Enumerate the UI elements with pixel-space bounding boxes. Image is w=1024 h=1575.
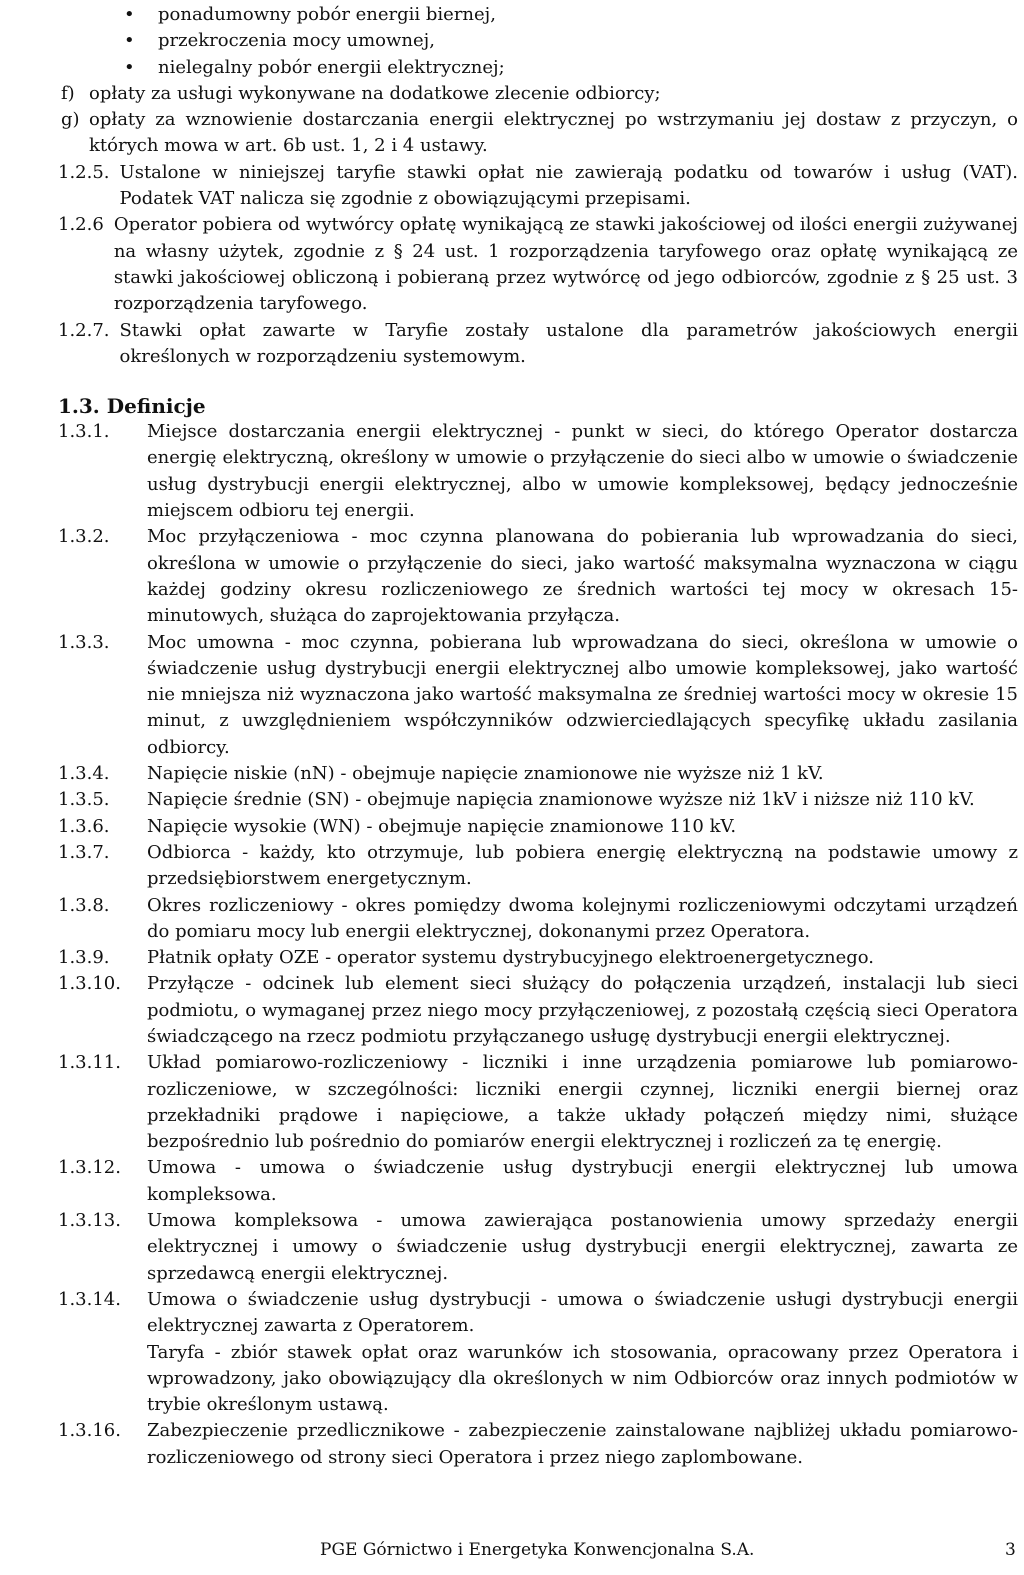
definition-item bbox=[58, 1208, 1018, 1287]
paragraph-text: Ustalone w niniejszej taryfie stawki opłat nie zawierają podatku od towarów i usług (VAT). Podatek VAT nalicza się zgodnie z obowiązującymi przepisami. bbox=[119, 161, 1018, 210]
lettered-list bbox=[58, 81, 1018, 160]
definition-item bbox=[58, 419, 1018, 524]
definition-text: Odbiorca - każdy, kto otrzymuje, lub pobiera energię elektryczną na podstawie umowy z przedsiębiorstwem energetycznym. bbox=[147, 841, 1018, 890]
definition-text: Umowa o świadczenie usług dystrybucji - umowa o świadczenie usługi dystrybucji energii elektrycznej zawarta z Operatorem. bbox=[147, 1288, 1018, 1337]
definition-number: 1.3.5. bbox=[58, 789, 110, 811]
definition-number: 1.3.4. bbox=[58, 763, 110, 785]
definition-number: 1.3.13. bbox=[58, 1210, 121, 1232]
definition-number: 1.3.12. bbox=[58, 1157, 121, 1179]
definition-text: Moc umowna - moc czynna, pobierana lub wprowadzana do sieci, określona w umowie o świadczenie usług dystrybucji energii elektrycznej albo umowie kompleksowej, jako wartość nie mniejsza niż wyznaczona jako wartość maksymalna ze średniej wartości mocy w okresie 15 minut, z uwzględnieniem współczynników odzwierciedlających specyfikę układu zasilania odbiorcy. bbox=[147, 631, 1018, 758]
bullet-list bbox=[58, 0, 1018, 81]
definition-text: Układ pomiarowo-rozliczeniowy - liczniki i inne urządzenia pomiarowe lub pomiarowo-rozliczeniowe, w szczególności: liczniki energii czynnej, liczniki energii biernej oraz przekładniki prądowe i napięciowe, a także układy połączeń między nimi, służące bezpośrednio lub pośrednio do pomiarów energii elektrycznej i rozliczeń za tę energię. bbox=[147, 1052, 1018, 1153]
bullet-text: przekroczenia mocy umownej, bbox=[158, 30, 435, 52]
definition-item bbox=[58, 840, 1018, 893]
list-item bbox=[58, 2, 1018, 28]
definition-item bbox=[58, 1050, 1018, 1155]
definition-text: Zabezpieczenie przedlicznikowe - zabezpieczenie zainstalowane najbliżej układu pomiarowo-rozliczeniowego od strony sieci Operatora i przez niego zaplombowane. bbox=[147, 1420, 1018, 1468]
definition-text: Taryfa - zbiór stawek opłat oraz warunków ich stosowania, opracowany przez Operatora i wprowadzony, jako obowiązujący dla określonych w nim Odbiorców oraz innych podmiotów w trybie określonym ustawą. bbox=[147, 1341, 1018, 1416]
definition-number: 1.3.3. bbox=[58, 631, 110, 653]
definition-number: 1.3.10. bbox=[58, 973, 121, 995]
definition-item bbox=[58, 630, 1018, 761]
paragraph-number: 1.2.7. bbox=[58, 319, 110, 341]
definition-text: Moc przyłączeniowa - moc czynna planowana do pobierania lub wprowadzania do sieci, określona w umowie o przyłączenie do sieci, jako wartość maksymalna wyznaczona w ciągu każdej godziny okresu rozliczeniowego ze średnich wartości tej mocy w okresach 15-minutowych, służąca do zaprojektowania przyłącza. bbox=[147, 526, 1018, 627]
definition-item bbox=[58, 945, 1018, 971]
numbered-paragraph bbox=[58, 212, 1018, 317]
definition-number: 1.3.9. bbox=[58, 947, 110, 969]
definition-number: 1.3.6. bbox=[58, 815, 110, 837]
list-item bbox=[58, 81, 1018, 107]
definition-number: 1.3.8. bbox=[58, 894, 110, 916]
item-letter: f) bbox=[61, 82, 75, 104]
definition-text: Napięcie średnie (SN) - obejmuje napięcia znamionowe wyższe niż 1kV i niższe niż 110 kV. bbox=[147, 789, 975, 811]
definitions-list bbox=[58, 419, 1018, 1471]
definition-item bbox=[58, 1287, 1018, 1340]
numbered-paragraph bbox=[58, 318, 1018, 371]
definition-item bbox=[58, 814, 1018, 840]
definition-item bbox=[58, 761, 1018, 787]
definition-text: Przyłącze - odcinek lub element sieci służący do połączenia urządzeń, instalacji lub sieci podmiotu, o wymaganej przez niego mocy przyłączeniowej, z pozostałą częścią sieci Operatora świadczącego na rzecz podmiotu przyłączanego usługę dystrybucji energii elektrycznej. bbox=[147, 973, 1018, 1047]
definition-item bbox=[58, 524, 1018, 629]
paragraph-text: Stawki opłat zawarte w Taryfie zostały ustalone dla parametrów jakościowych energii określonych w rozporządzeniu systemowym. bbox=[119, 319, 1018, 367]
footer-company: PGE Górnictwo i Energetyka Konwencjonalna S.A. bbox=[320, 1540, 755, 1560]
page-content bbox=[58, 0, 1018, 1471]
definition-item bbox=[58, 893, 1018, 946]
paragraph-number: 1.2.5. bbox=[58, 161, 110, 183]
definition-text: Napięcie wysokie (WN) - obejmuje napięcie znamionowe 110 kV. bbox=[147, 815, 737, 837]
definition-text: Napięcie niskie (nN) - obejmuje napięcie znamionowe nie wyższe niż 1 kV. bbox=[147, 763, 824, 785]
paragraph-number: 1.2.6 bbox=[58, 214, 104, 236]
definition-text: Umowa kompleksowa - umowa zawierająca postanowienia umowy sprzedaży energii elektrycznej i umowy o świadczenie usług dystrybucji energii elektrycznej, zawarta ze sprzedawcą energii elektrycznej. bbox=[147, 1210, 1018, 1284]
item-letter: g) bbox=[61, 109, 80, 131]
item-text: opłaty za wznowienie dostarczania energii elektrycznej po wstrzymaniu jej dostaw z przyczyn, o których mowa w art. 6b ust. 1, 2 i 4 ustawy. bbox=[89, 109, 1018, 157]
section-heading: 1.3. Definicje bbox=[58, 394, 206, 419]
definition-number: 1.3.11. bbox=[58, 1052, 121, 1074]
definition-number: 1.3.14. bbox=[58, 1288, 121, 1310]
definition-text: Miejsce dostarczania energii elektrycznej - punkt w sieci, do którego Operator dostarcza energię elektryczną, określony w umowie o przyłączenie do sieci albo w umowie o świadczenie usług dystrybucji energii elektrycznej, albo w umowie kompleksowej, będący jednocześnie miejscem odbioru tej energii. bbox=[147, 421, 1018, 522]
paragraph-text: Operator pobiera od wytwórcy opłatę wynikającą ze stawki jakościowej od ilości energii zużywanej na własny użytek, zgodnie z § 24 ust. 1 rozporządzenia taryfowego oraz opłatę wynikającą ze stawki jakościowej obliczoną i pobieraną przez wytwórcę od jego odbiorców, zgodnie z § 25 ust. 3 rozporządzenia taryfowego. bbox=[113, 214, 1018, 315]
definition-number: 1.3.1. bbox=[58, 421, 110, 443]
definition-item bbox=[58, 1155, 1018, 1208]
bullet-symbol: • bbox=[124, 56, 135, 78]
definition-item bbox=[58, 971, 1018, 1050]
definition-number: 1.3.7. bbox=[58, 841, 110, 863]
definition-text: Płatnik opłaty OZE - operator systemu dystrybucyjnego elektroenergetycznego. bbox=[147, 947, 875, 969]
page-number: 3 bbox=[1005, 1540, 1016, 1560]
definition-item bbox=[58, 787, 1018, 813]
bullet-text: nielegalny pobór energii elektrycznej; bbox=[158, 56, 505, 78]
definition-number: 1.3.2. bbox=[58, 526, 110, 548]
definition-text: Umowa - umowa o świadczenie usług dystrybucji energii elektrycznej lub umowa kompleksowa. bbox=[147, 1157, 1018, 1205]
definition-item bbox=[58, 1340, 1018, 1419]
bullet-text: ponadumowny pobór energii biernej, bbox=[158, 4, 496, 25]
definition-text: Okres rozliczeniowy - okres pomiędzy dwoma kolejnymi rozliczeniowymi odczytami urządzeń do pomiaru mocy lub energii elektrycznej, dokonanymi przez Operatora. bbox=[147, 894, 1018, 942]
numbered-paragraph bbox=[58, 160, 1018, 213]
list-item bbox=[58, 28, 1018, 54]
list-item bbox=[58, 55, 1018, 81]
item-text: opłaty za usługi wykonywane na dodatkowe zlecenie odbiorcy; bbox=[89, 82, 661, 104]
list-item bbox=[58, 107, 1018, 160]
bullet-symbol: • bbox=[124, 30, 135, 52]
definition-number: 1.3.16. bbox=[58, 1420, 121, 1442]
section-1-2-paragraphs bbox=[58, 160, 1018, 370]
bullet-symbol: • bbox=[124, 4, 135, 25]
definition-item bbox=[58, 1418, 1018, 1471]
